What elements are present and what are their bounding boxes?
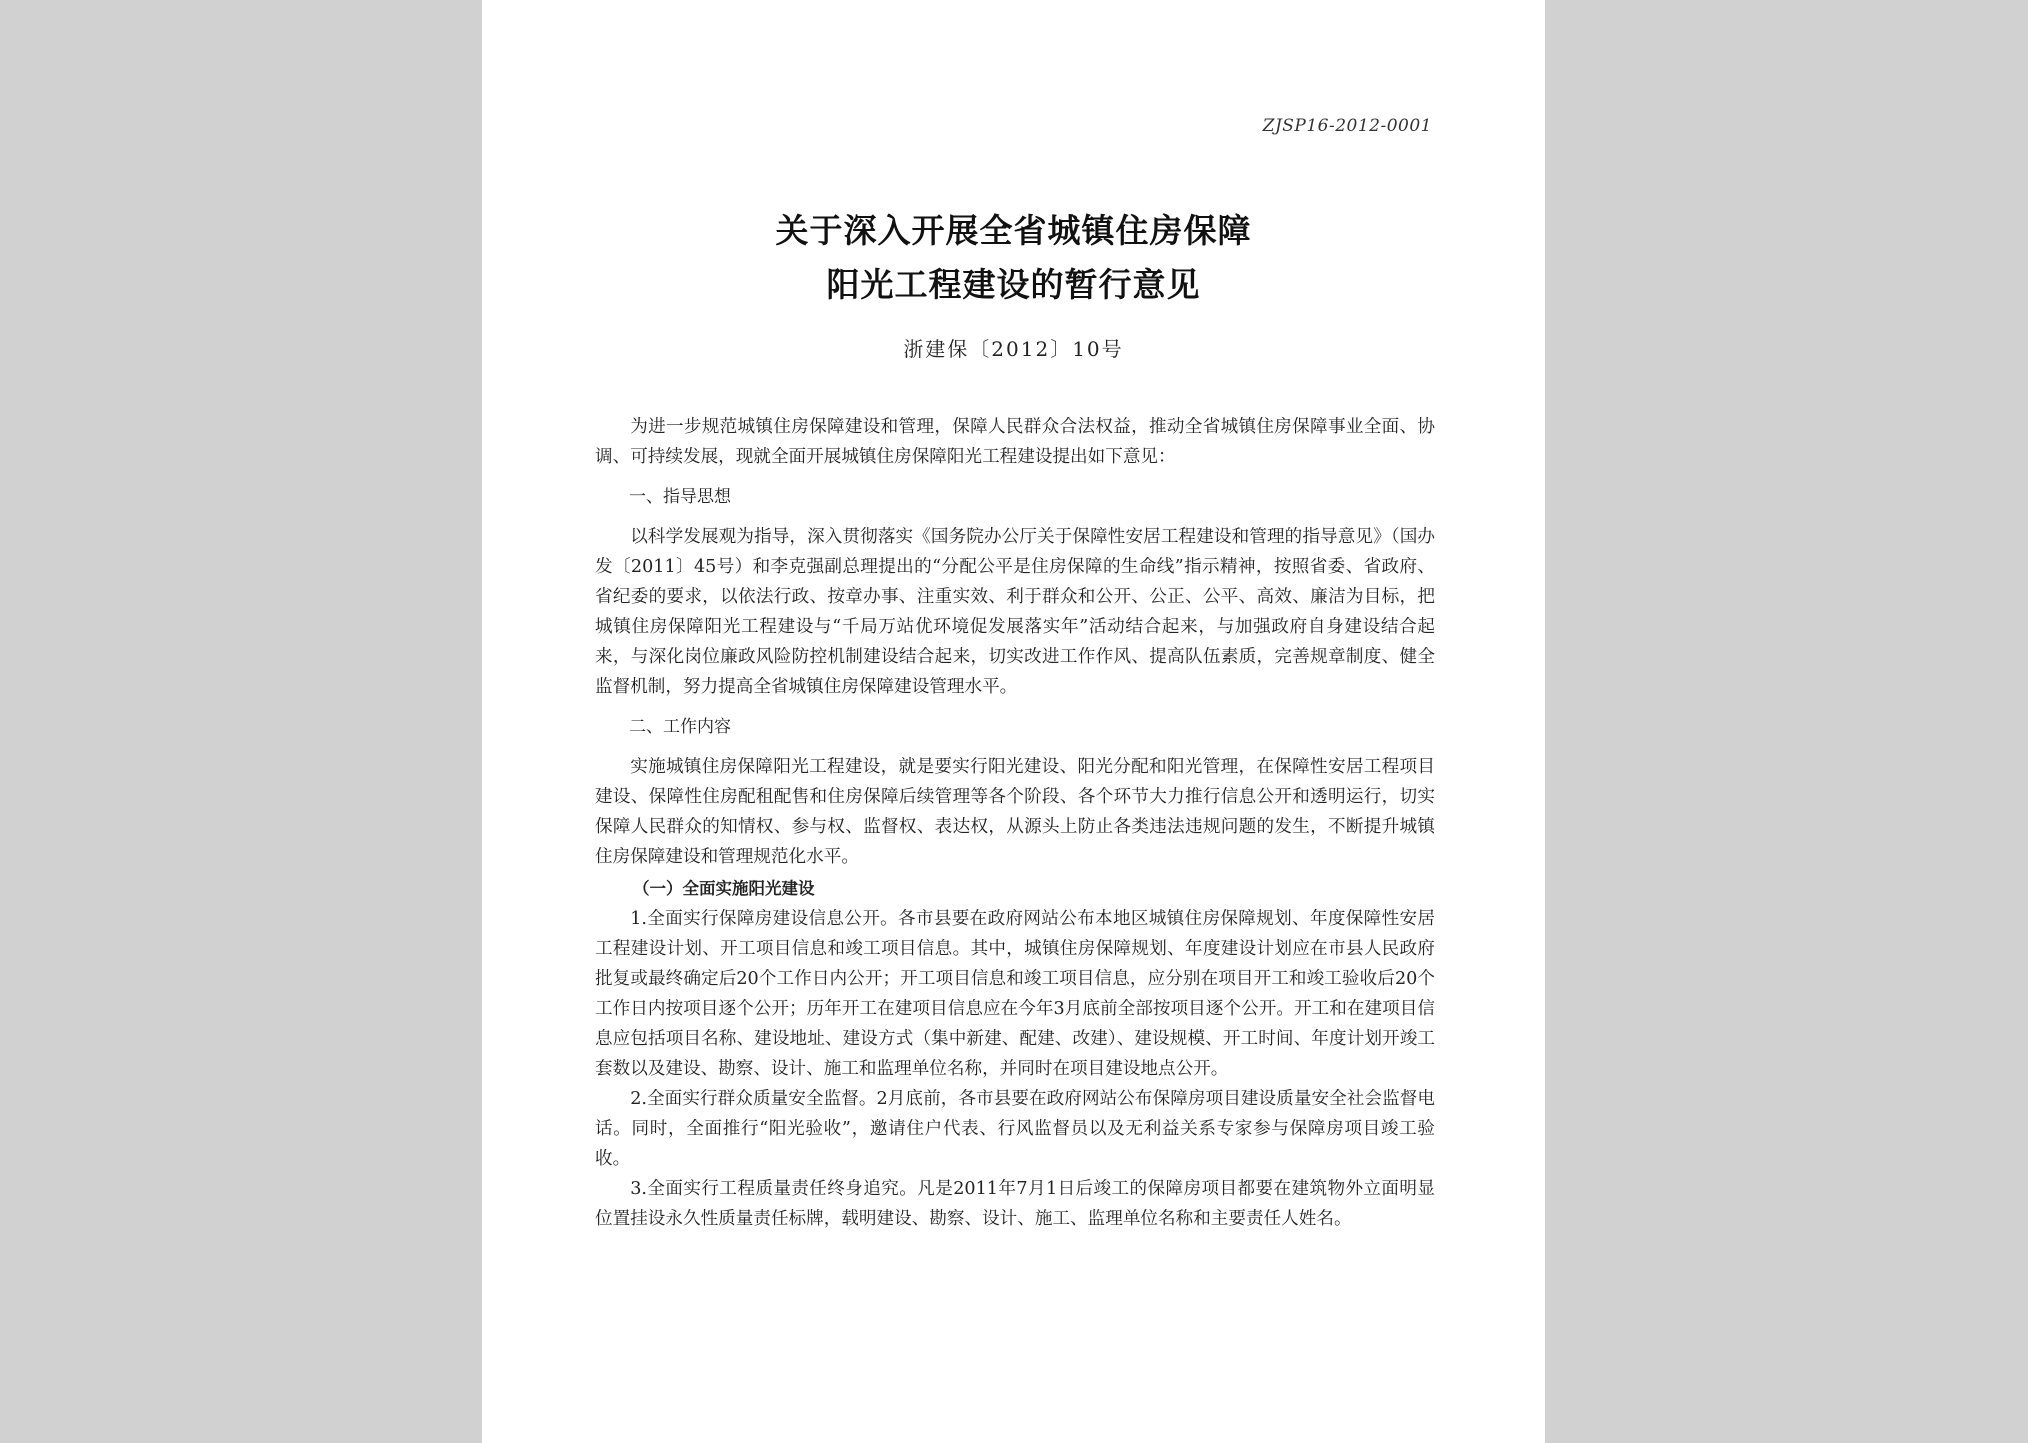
paragraph-guiding-principle: 以科学发展观为指导，深入贯彻落实《国务院办公厅关于保障性安居工程建设和管理的指导意见》（国办发〔2011〕45号）和李克强副总理提出的“分配公平是住房保障的生命线”指示精神，按照省委、省政府、省纪委的要求，以依法行政、按章办事、注重实效、利于群众和公开、公正、公平、高效、廉洁为目标，把城镇住房保障阳光工程建设与“千局万站优环境促发展落实年”活动结合起来，与加强政府自身建设结合起来，与深化岗位廉政风险防控机制建设结合起来，切实改进工作作风、提高队伍素质，完善规章制度、健全监督机制，努力提高全省城镇住房保障建设管理水平。 (595, 527, 1435, 697)
document-body (595, 412, 1435, 1234)
subsection-heading-sunshine-construction: （一）全面实施阳光建设 (632, 879, 815, 898)
paragraph-item-3: 3.全面实行工程质量责任终身追究。凡是2011年7月1日后竣工的保障房项目都要在建筑物外立面明显位置挂设永久性质量责任标牌，载明建设、勘察、设计、施工、监理单位名称和主要责任人姓名。 (595, 1179, 1435, 1229)
paragraph-item-1: 1.全面实行保障房建设信息公开。各市县要在政府网站公布本地区城镇住房保障规划、年度保障性安居工程建设计划、开工项目信息和竣工项目信息。其中，城镇住房保障规划、年度建设计划应在市县人民政府批复或最终确定后20个工作日内公开；开工项目信息和竣工项目信息，应分别在项目开工和竣工验收后20个工作日内按项目逐个公开；历年开工在建项目信息应在今年3月底前全部按项目逐个公开。开工和在建项目信息应包括项目名称、建设地址、建设方式（集中新建、配建、改建）、建设规模、开工时间、年度计划开竣工套数以及建设、勘察、设计、施工和监理单位名称，并同时在项目建设地点公开。 (595, 909, 1435, 1079)
document-page (482, 0, 1545, 1443)
document-title-line2: 阳光工程建设的暂行意见 (826, 265, 1201, 304)
paragraph-item-2: 2.全面实行群众质量安全监督。2月底前，各市县要在政府网站公布保障房项目建设质量安全社会监督电话。同时，全面推行“阳光验收”，邀请住户代表、行风监督员以及无利益关系专家参与保障房项目竣工验收。 (595, 1089, 1435, 1169)
paragraph-work-content: 实施城镇住房保障阳光工程建设，就是要实行阳光建设、阳光分配和阳光管理，在保障性安居工程项目建设、保障性住房配租配售和住房保障后续管理等各个阶段、各个环节大力推行信息公开和透明运行，切实保障人民群众的知情权、参与权、监督权、表达权，从源头上防止各类违法违规问题的发生，不断提升城镇住房保障建设和管理规范化水平。 (595, 757, 1435, 867)
document-title-line1: 关于深入开展全省城镇住房保障 (775, 211, 1252, 250)
section-heading-work-content: 二、工作内容 (629, 717, 731, 737)
paragraph-intro: 为进一步规范城镇住房保障建设和管理，保障人民群众合法权益，推动全省城镇住房保障事业全面、协调、可持续发展，现就全面开展城镇住房保障阳光工程建设提出如下意见： (595, 417, 1435, 467)
section-heading-guiding-principle: 一、指导思想 (629, 487, 731, 507)
document-number: 浙建保〔2012〕10号 (903, 337, 1124, 361)
document-code: ZJSP16-2012-0001 (1262, 116, 1432, 136)
